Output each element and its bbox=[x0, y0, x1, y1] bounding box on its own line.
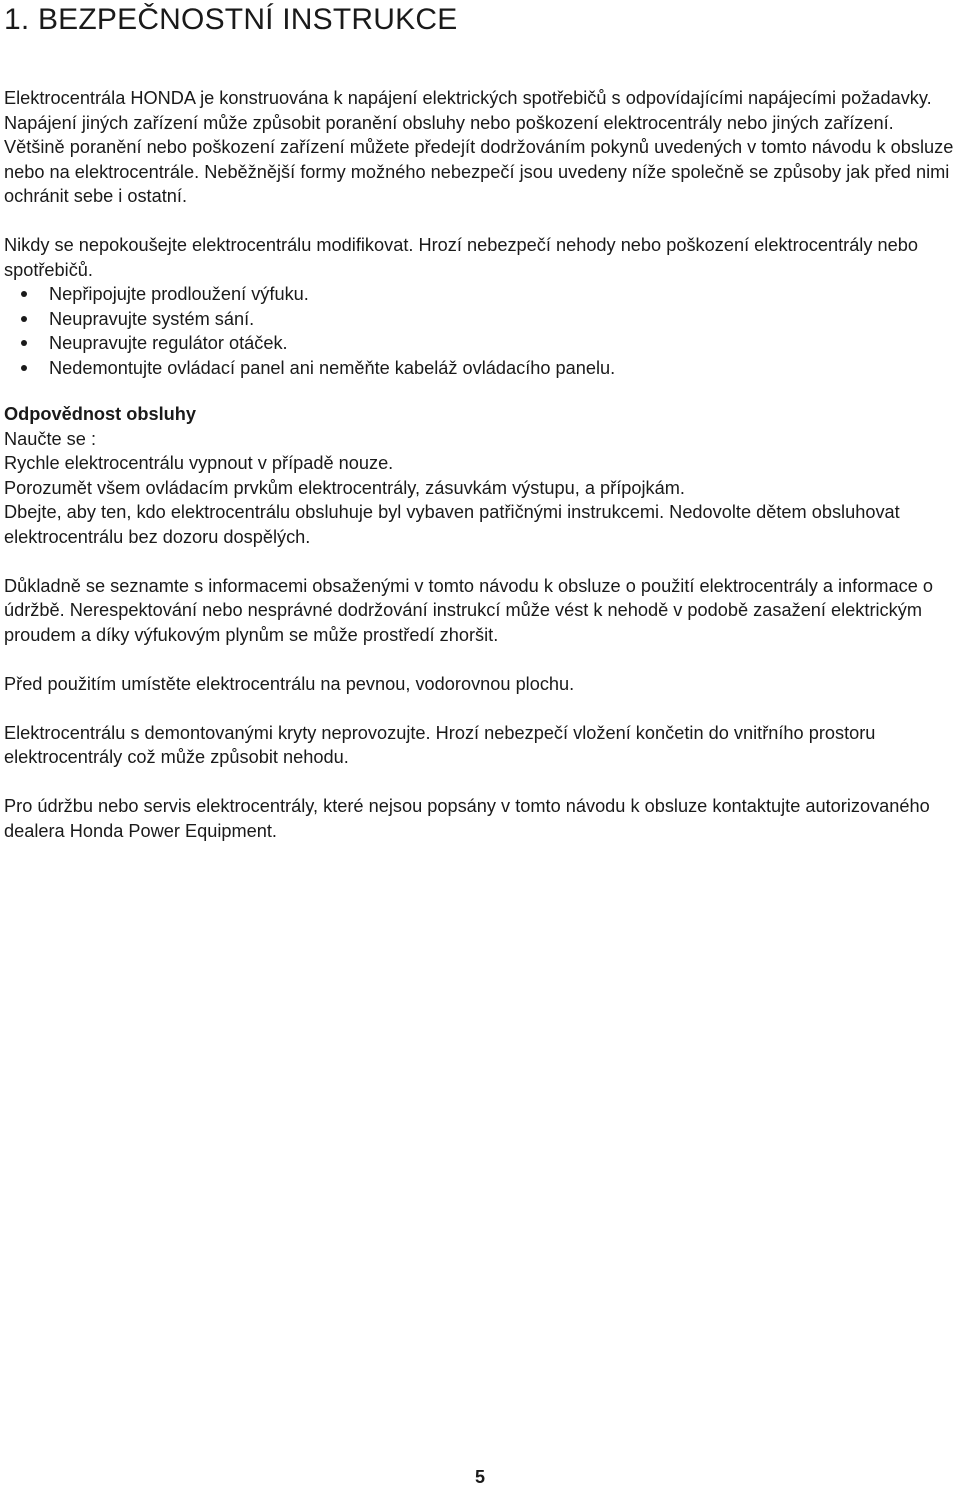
body-paragraph: Pro údržbu nebo servis elektrocentrály, které nejsou popsány v tomto návodu k obsluze kontaktujte autorizovaného dealera Honda Power Equipment. bbox=[4, 796, 930, 841]
modification-warning: Nikdy se nepokoušejte elektrocentrálu modifikovat. Hrozí nebezpečí nehody nebo poškození elektrocentrály nebo spotřebičů. bbox=[4, 235, 918, 280]
modification-bullet-list bbox=[4, 282, 956, 380]
list-item-text: Neupravujte regulátor otáček. bbox=[49, 333, 288, 353]
responsibility-line: Porozumět všem ovládacím prvkům elektrocentrály, zásuvkám výstupu, a přípojkám. bbox=[4, 477, 685, 498]
list-item bbox=[4, 282, 956, 307]
intro-paragraph-2: Většině poranění nebo poškození zařízení můžete předejít dodržováním pokynů uvedených v tomto návodu k obsluze nebo na elektrocentrále. Neběžnější formy možného nebezpečí jsou uvedeny níže společně se způsoby jak před nimi ochránit sebe i ostatní. bbox=[4, 137, 954, 206]
bullet-icon bbox=[21, 340, 27, 346]
body-paragraph: Důkladně se seznamte s informacemi obsaženými v tomto návodu k obsluze o použití elektrocentrály a informace o údržbě. Nerespektování nebo nesprávné dodržování instrukcí může vést k nehodě v podobě zasažení elektrickým proudem a díky výfukovým plynům se může prostředí zhoršit. bbox=[4, 575, 934, 645]
section-heading: Odpovědnost obsluhy bbox=[4, 404, 196, 424]
page-title: 1. BEZPEČNOSTNÍ INSTRUKCE bbox=[4, 3, 458, 36]
body-paragraph: Elektrocentrálu s demontovanými kryty neprovozujte. Hrozí nebezpečí vložení končetin do vnitřního prostoru elektrocentrály což může způsobit nehodu. bbox=[4, 722, 876, 767]
bullet-icon bbox=[21, 365, 27, 371]
intro-paragraph-1: Elektrocentrála HONDA je konstruována k napájení elektrických spotřebičů s odpovídajícími napájecími požadavky. Napájení jiných zařízení může způsobit poranění obsluhy nebo poškození elektrocentrály nebo jiných zařízení. bbox=[4, 88, 932, 133]
list-item-text: Nepřipojujte prodloužení výfuku. bbox=[49, 284, 309, 304]
list-item bbox=[4, 307, 956, 332]
list-item bbox=[4, 356, 956, 381]
bullet-icon bbox=[21, 291, 27, 297]
list-item-text: Nedemontujte ovládací panel ani neměňte kabeláž ovládacího panelu. bbox=[49, 357, 616, 378]
responsibility-line: Dbejte, aby ten, kdo elektrocentrálu obsluhuje byl vybaven patřičnými instrukcemi. Nedovolte dětem obsluhovat elektrocentrálu bez dozoru dospělých. bbox=[4, 502, 900, 547]
bullet-icon bbox=[21, 316, 27, 322]
responsibility-line: Rychle elektrocentrálu vypnout v případě nouze. bbox=[4, 453, 394, 473]
responsibility-line: Naučte se : bbox=[4, 428, 96, 449]
body-paragraph: Před použitím umístěte elektrocentrálu na pevnou, vodorovnou plochu. bbox=[4, 673, 575, 694]
list-item-text: Neupravujte systém sání. bbox=[49, 308, 255, 329]
list-item bbox=[4, 331, 956, 356]
page-number: 5 bbox=[474, 1467, 485, 1487]
document-body bbox=[4, 86, 956, 843]
